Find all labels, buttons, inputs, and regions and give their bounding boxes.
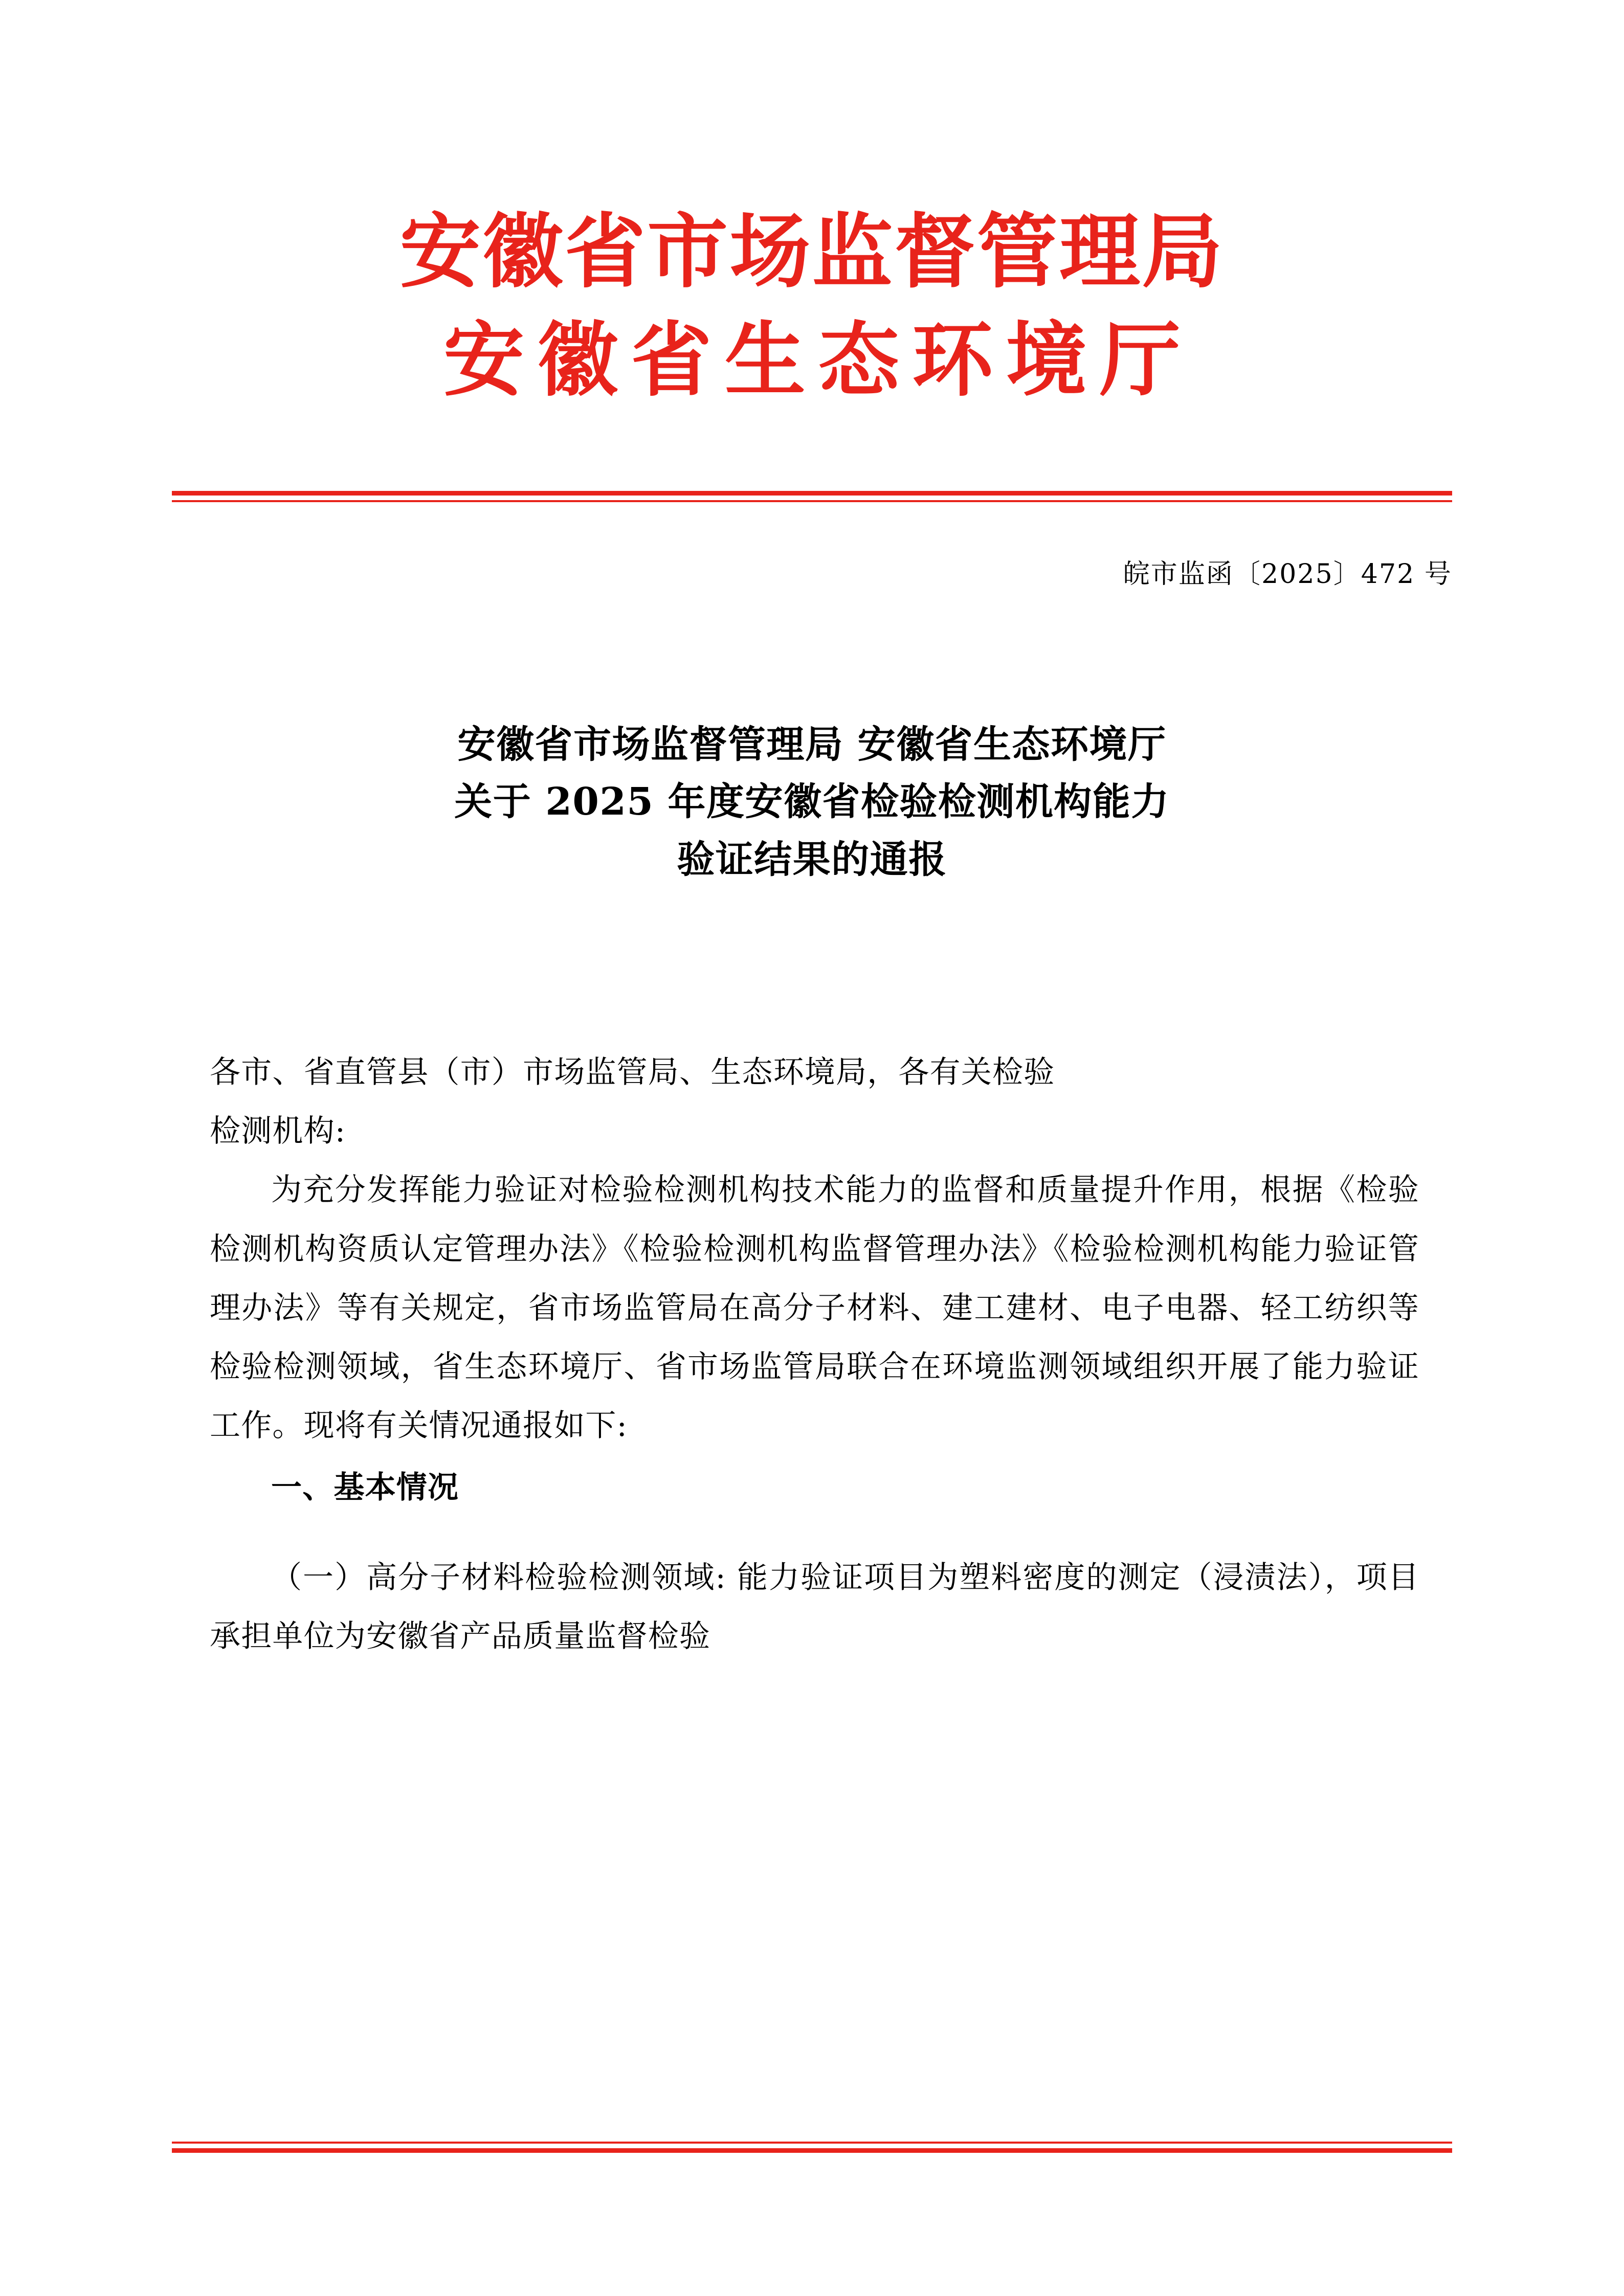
header-rule-thick [172,491,1452,496]
salutation-line-1: 各市、省直管县（市）市场监管局、生态环境局，各有关检验 [210,1054,1055,1090]
section-1-item-1: （一）高分子材料检验检测领域: 能力验证项目为塑料密度的测定（浸渍法），项目承担单位为安徽省产品质量监督检验 [210,1559,1419,1654]
footer-rule-thick [172,2148,1452,2153]
header-rule-top [172,491,1452,502]
title-line-3: 验证结果的通报 [677,837,947,882]
title-line-2: 关于 2025 年度安徽省检验检测机构能力 [454,780,1170,824]
footer-rule [172,2142,1452,2153]
masthead-line-2: 安徽省生态环境厅 [443,313,1194,408]
header-rule-thin [172,500,1452,502]
salutation-line-2: 检测机构: [210,1113,346,1150]
footer-rule-thin [172,2142,1452,2144]
section-heading-1: 一、基本情况 [271,1470,459,1506]
document-number: 皖市监函〔2025〕472 号 [1123,559,1452,590]
document-body [210,1043,1419,1666]
body-paragraph-1: 为充分发挥能力验证对检验检测机构技术能力的监督和质量提升作用，根据《检验检测机构资质认定管理办法》《检验检测机构监督管理办法》《检验检测机构能力验证管理办法》等有关规定，省市场监管局在高分子材料、建工建材、电子电器、轻工纺织等检验检测领域，省生态环境厅、省市场监管局联合在环境监测领域组织开展了能力验证工作。现将有关情况通报如下: [210,1172,1419,1444]
title-line-1: 安徽省市场监督管理局 安徽省生态环境厅 [457,723,1167,767]
masthead [0,205,1624,409]
masthead-line-1: 安徽省市场监督管理局 [399,205,1225,299]
document-title [215,716,1409,888]
